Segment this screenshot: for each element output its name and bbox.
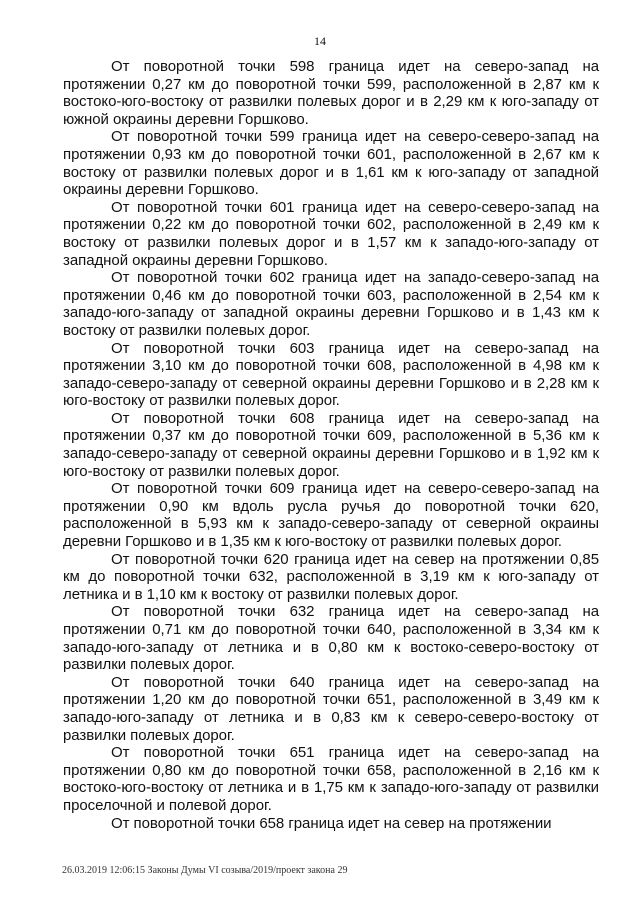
paragraph: От поворотной точки 632 граница идет на северо-запад на протяжении 0,71 км до поворотной точки 640, расположенной в 3,34 км к западо-юго-западу от летника и в 0,80 км к востоко-северо-востоку от развилки полевых дорог. bbox=[63, 603, 599, 674]
paragraph: От поворотной точки 609 граница идет на северо-северо-запад на протяжении 0,90 км вдоль русла ручья до поворотной точки 620, расположенной в 5,93 км к западо-северо-западу от северной окраины деревни Горшково и в 1,35 км к юго-востоку от развилки полевых дорог. bbox=[63, 480, 599, 551]
paragraph: От поворотной точки 603 граница идет на северо-запад на протяжении 3,10 км до поворотной точки 608, расположенной в 4,98 км к западо-северо-западу от северной окраины деревни Горшково и в 2,28 км к юго-востоку от развилки полевых дорог. bbox=[63, 339, 599, 410]
paragraph: От поворотной точки 658 граница идет на север на протяжении bbox=[111, 814, 552, 832]
paragraph: От поворотной точки 620 граница идет на север на протяжении 0,85 км до поворотной точки 632, расположенной в 3,19 км к юго-западу от летника и в 1,10 км к востоку от развилки полевых дорог. bbox=[63, 550, 599, 603]
paragraph: От поворотной точки 651 граница идет на северо-запад на протяжении 0,80 км до поворотной точки 658, расположенной в 2,16 км к востоко-юго-востоку от летника и в 1,75 км к западо-юго-западу от развилки проселочной и полевой дорог. bbox=[63, 744, 599, 814]
paragraph: От поворотной точки 640 граница идет на северо-запад на протяжении 1,20 км до поворотной точки 651, расположенной в 3,49 км к западо-юго-западу от летника и в 0,83 км к северо-северо-востоку от развилки полевых дорог. bbox=[63, 673, 599, 744]
paragraph: От поворотной точки 602 граница идет на западо-северо-запад на протяжении 0,46 км до поворотной точки 603, расположенной в 2,54 км к западо-юго-западу от западной окраины деревни Горшково и в 1,43 км к востоку от развилки полевых дорог. bbox=[63, 269, 599, 339]
paragraph: От поворотной точки 608 граница идет на северо-запад на протяжении 0,37 км до поворотной точки 609, расположенной в 5,36 км к западо-северо-западу от северной окраины деревни Горшково и в 1,92 км к юго-востоку от развилки полевых дорог. bbox=[63, 409, 599, 480]
document-body bbox=[63, 58, 599, 832]
document-footer: 26.03.2019 12:06:15 Законы Думы VI созыва/2019/проект закона 29 bbox=[62, 865, 348, 876]
paragraph: От поворотной точки 601 граница идет на северо-северо-запад на протяжении 0,22 км до поворотной точки 602, расположенной в 2,49 км к востоку от развилки полевых дорог и в 1,57 км к западо-юго-западу от западной окраины деревни Горшково. bbox=[63, 198, 599, 269]
page-number: 14 bbox=[314, 34, 326, 48]
paragraph: От поворотной точки 598 граница идет на северо-запад на протяжении 0,27 км до поворотной точки 599, расположенной в 2,87 км к востоко-юго-востоку от развилки полевых дорог и в 2,29 км к юго-западу от южной окраины деревни Горшково. bbox=[63, 58, 599, 128]
paragraph: От поворотной точки 599 граница идет на северо-северо-запад на протяжении 0,93 км до поворотной точки 601, расположенной в 2,67 км к востоку от развилки полевых дорог и в 1,61 км к юго-западу от западной окраины деревни Горшково. bbox=[63, 128, 599, 199]
